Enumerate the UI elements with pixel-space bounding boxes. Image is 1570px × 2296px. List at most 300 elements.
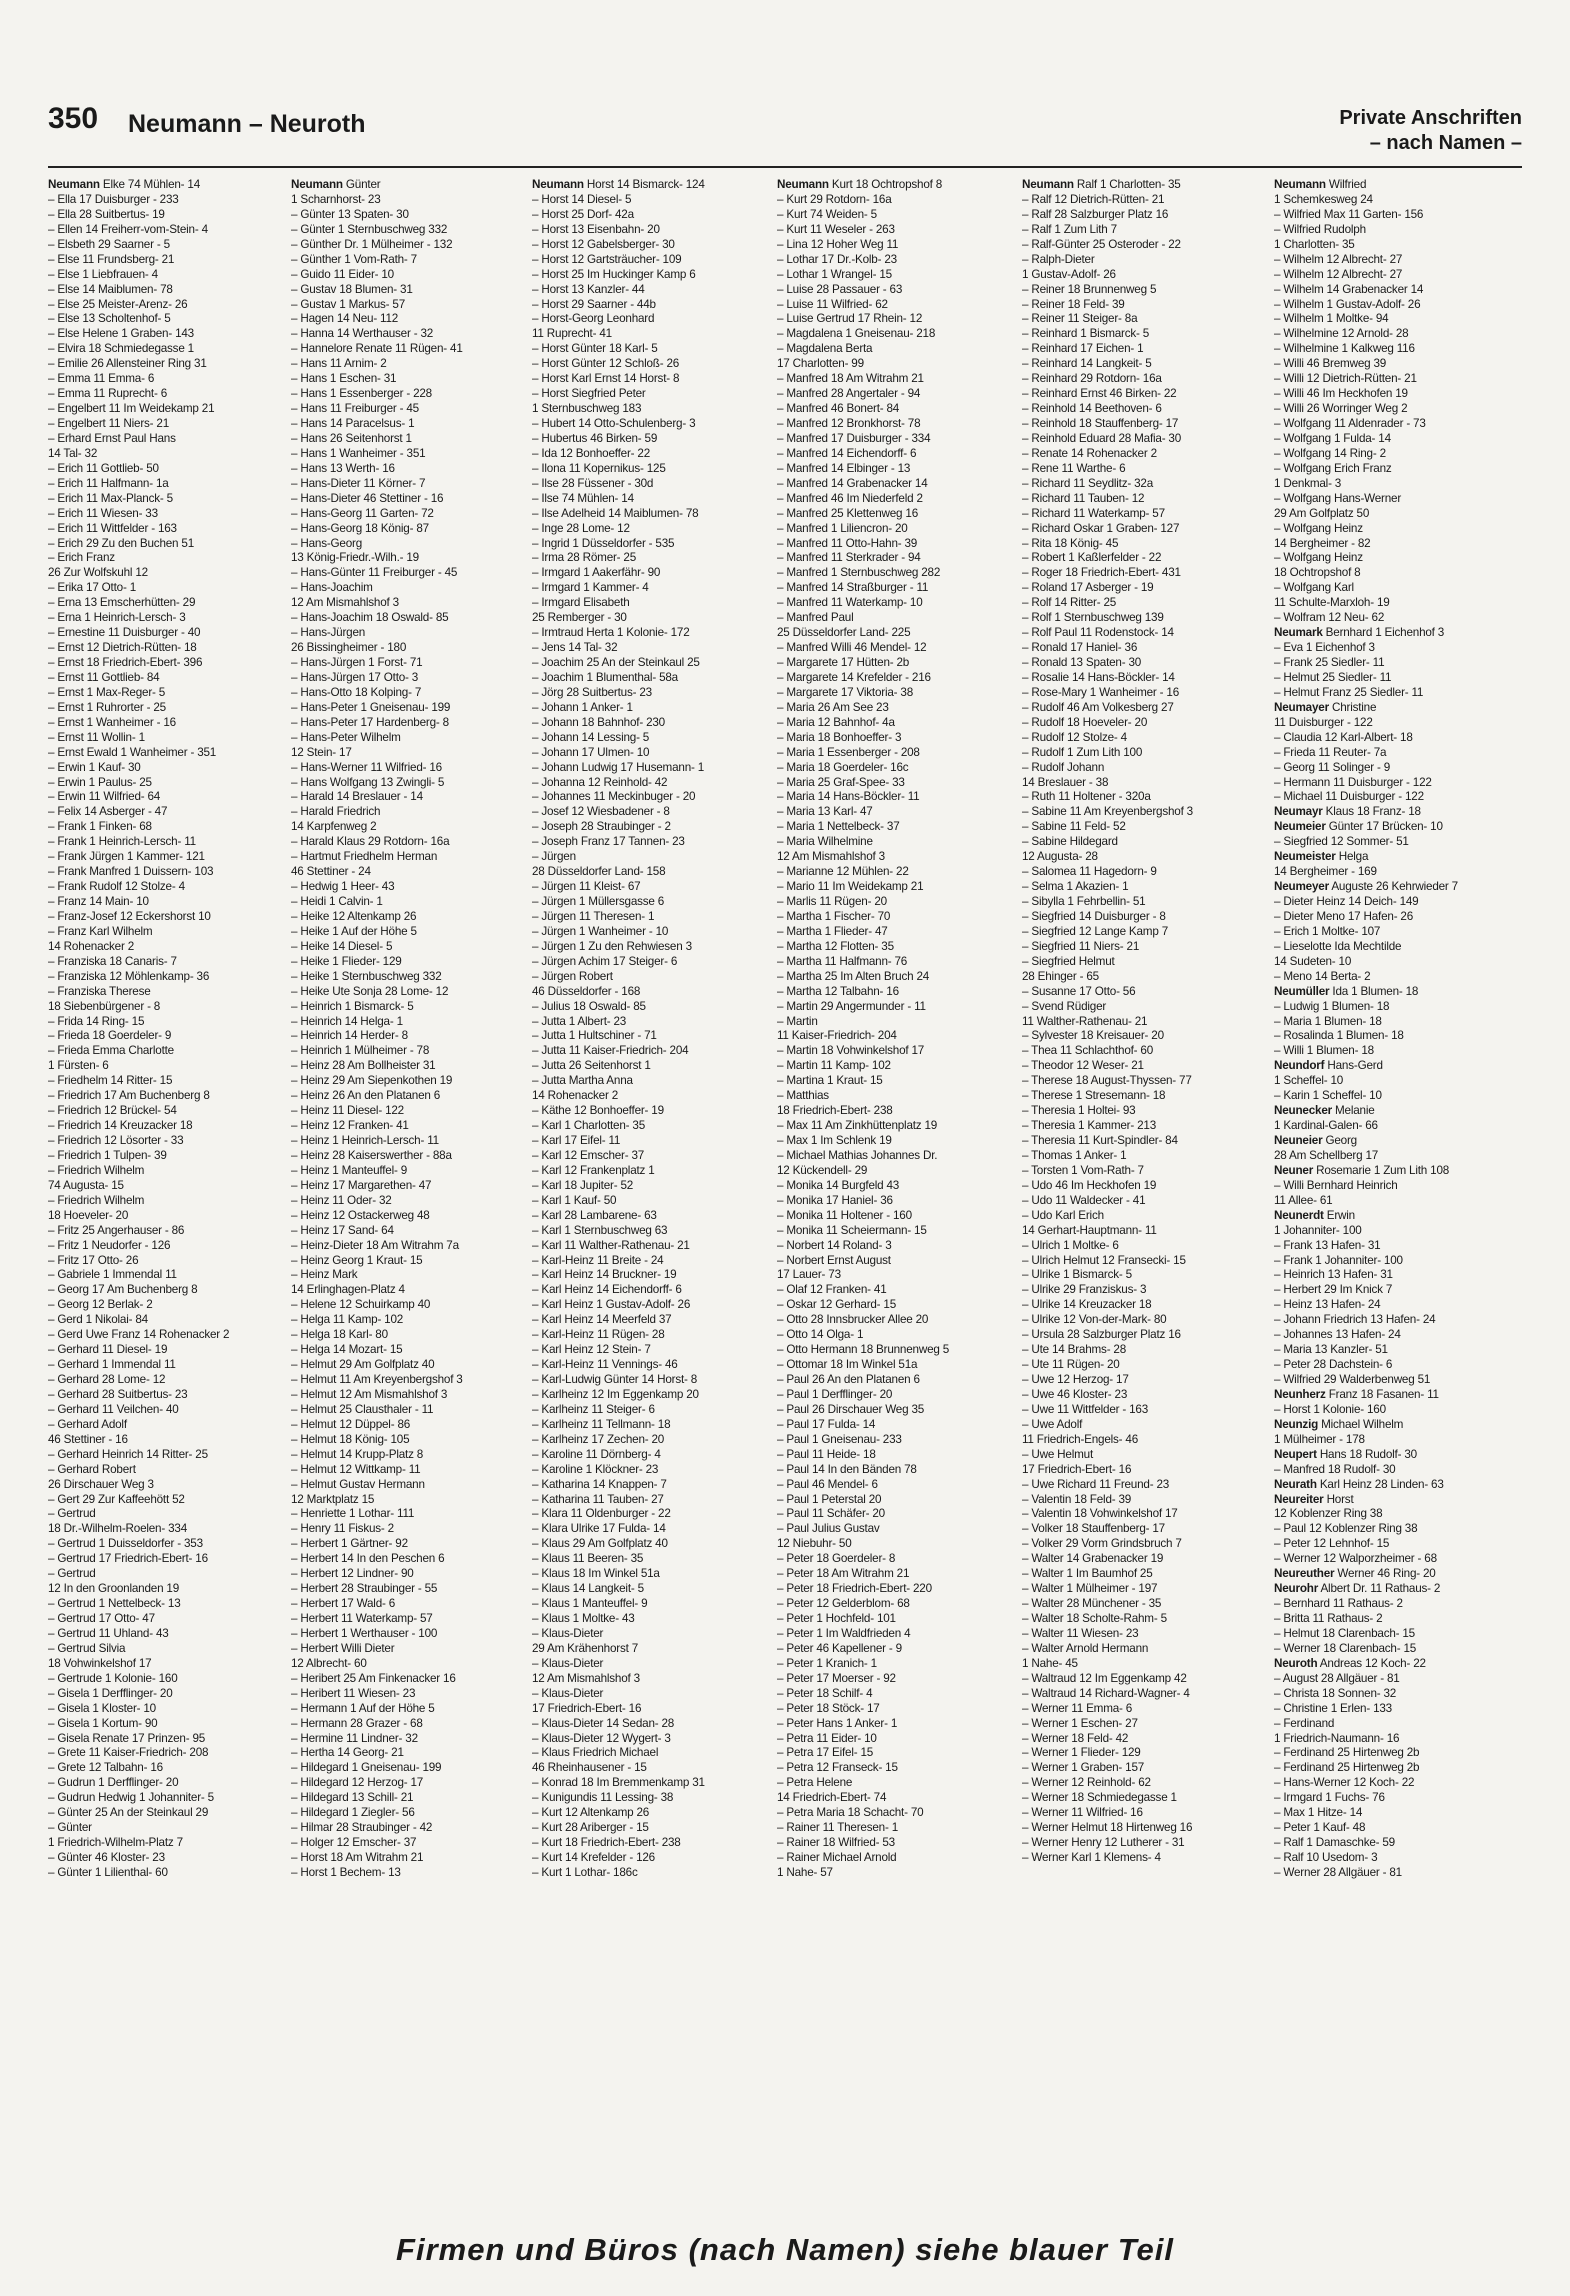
entry-text: – Martin 18 Vohwinkelshof 17 [777,1044,925,1058]
directory-entry [291,432,531,447]
entry-text: – Jürgen Robert [532,969,613,983]
entry-text: – Manfred 11 Otto-Hahn- 39 [777,536,918,550]
directory-entry [48,312,288,327]
directory-entry [291,1283,531,1298]
directory-entry [48,357,288,372]
entry-text: – Frank 1 Finken- 68 [48,820,152,834]
entry-text: – Valentin 18 Feld- 39 [1022,1492,1132,1506]
directory-entry [1274,1313,1514,1328]
directory-entry [1274,1478,1514,1493]
entry-text: 12 Kückendell- 29 [777,1163,868,1177]
directory-entry [532,178,772,193]
directory-entry [1274,776,1514,791]
directory-entry [1274,432,1514,447]
directory-entry [1274,1298,1514,1313]
directory-entry [777,462,1017,477]
entry-text: – Heinz 12 Franken- 41 [291,1119,409,1133]
entry-text: – Karoline 1 Klöckner- 23 [532,1462,659,1476]
entry-text: – Irmgard 1 Aakerfähr- 90 [532,566,661,580]
directory-entry [777,746,1017,761]
entry-text: – Heinz 28 Kaiserswerther - 88a [291,1148,452,1162]
directory-entry [777,686,1017,701]
entry-text: – Ralf 12 Dietrich-Rütten- 21 [1022,192,1165,206]
directory-entry [291,327,531,342]
entry-text: – Erika 17 Otto- 1 [48,581,136,595]
entry-text: – Felix 14 Asberger - 47 [48,805,168,819]
directory-entry [532,1209,772,1224]
entry-text: – Martha 1 Fischer- 70 [777,909,891,923]
directory-entry [48,596,288,611]
entry-text: – Gertrud 1 Duisseldorfer - 353 [48,1537,203,1551]
directory-entry [532,492,772,507]
directory-entry [777,1044,1017,1059]
directory-entry [48,402,288,417]
directory-entry [1274,1851,1514,1866]
entry-text: – Ursula 28 Salzburger Platz 16 [1022,1328,1181,1342]
directory-entry [48,776,288,791]
directory-entry [1022,193,1262,208]
entry-text: – Gertrude 1 Kolonie- 160 [48,1671,178,1685]
entry-text: – Uwe Richard 11 Freund- 23 [1022,1477,1170,1491]
directory-entry [777,1463,1017,1478]
directory-entry [1274,1866,1514,1881]
entry-text: – Hans-Werner 12 Koch- 22 [1274,1776,1415,1790]
entry-text: Elke 74 Mühlen- 14 [99,178,201,191]
directory-entry [1022,1717,1262,1732]
entry-text: – Katharina 14 Knappen- 7 [532,1477,667,1491]
directory-entry [1022,1507,1262,1522]
directory-entry [532,880,772,895]
directory-entry [291,1612,531,1627]
entry-text: – Käthe 12 Bonhoeffer- 19 [532,1104,664,1118]
directory-entry [291,372,531,387]
directory-entry [777,537,1017,552]
entry-text: – Peter 1 Kranich- 1 [777,1656,877,1670]
directory-entry [1022,1000,1262,1015]
entry-text: – Herbert 11 Waterkamp- 57 [291,1612,433,1625]
directory-entry [291,1179,531,1194]
entry-text: – Heinz 26 An den Platanen 6 [291,1089,441,1103]
directory-entry [291,1119,531,1134]
footer-note: Firmen und Büros (nach Namen) siehe blauer Teil [396,2232,1174,2267]
entry-text: – Else 13 Scholtenhof- 5 [48,312,171,326]
surname: Neunzig [1274,1417,1319,1431]
entry-text: – Hans-Dieter 46 Stettiner - 16 [291,491,444,505]
directory-entry [532,925,772,940]
directory-entry [777,1821,1017,1836]
directory-entry [532,1642,772,1657]
directory-entry [777,1074,1017,1089]
entry-text: – Reinhold 14 Beethoven- 6 [1022,402,1162,416]
entry-text: – Horst Karl Ernst 14 Horst- 8 [532,372,680,386]
entry-text: – Werner 1 Flieder- 129 [1022,1746,1141,1760]
entry-text: – Magdalena Berta [777,342,873,356]
section-label [1339,106,1522,156]
entry-text: – Monika 11 Scheiermann- 15 [777,1223,927,1237]
entry-text: – Jürgen 1 Müllersgasse 6 [532,895,665,908]
directory-entry [777,522,1017,537]
directory-entry [1274,1776,1514,1791]
directory-entry [48,940,288,955]
entry-text: – Hans-Peter 1 Gneisenau- 199 [291,700,451,714]
directory-entry [532,581,772,596]
entry-text: – Ute 14 Brahms- 28 [1022,1343,1127,1357]
directory-entry [291,1388,531,1403]
entry-text: – Johann Friedrich 13 Hafen- 24 [1274,1313,1436,1327]
entry-text: – Kurt 28 Ariberger - 15 [532,1821,649,1835]
directory-entry [48,492,288,507]
directory-entry [1274,1239,1514,1254]
entry-text: – Ilse Adelheid 14 Maiblumen- 78 [532,506,699,520]
directory-entry [777,970,1017,985]
entry-text: – Wolfgang Karl [1274,581,1354,595]
directory-entry [532,1179,772,1194]
directory-entry [532,1657,772,1672]
directory-entry [777,1567,1017,1582]
page-number: 350 [48,102,99,135]
entry-text: – Maria 1 Blumen- 18 [1274,1014,1382,1028]
entry-text: – Jürgen 11 Kleist- 67 [532,880,641,894]
entry-text: – Matthias [777,1089,829,1103]
entry-text: – Ella 17 Duisburger - 233 [48,192,179,206]
directory-entry [291,925,531,940]
entry-text: 1 Nahe- 45 [1022,1656,1078,1670]
directory-entry [532,1597,772,1612]
directory-entry [532,910,772,925]
entry-text: Horst [1323,1492,1354,1506]
entry-text: – Helmut 12 Am Mismahlshof 3 [291,1387,448,1401]
directory-entry [291,1776,531,1791]
directory-entry [532,1268,772,1283]
entry-text: – Therese 18 August-Thyssen- 77 [1022,1074,1192,1088]
entry-text: – Günther Dr. 1 Mülheimer - 132 [291,237,453,251]
entry-text: – Helmut 25 Siedler- 11 [1274,670,1392,684]
entry-text: – Klaus 11 Beeren- 35 [532,1552,644,1566]
directory-entry [777,1313,1017,1328]
directory-entry [1022,238,1262,253]
entry-text: – Ferdinand [1274,1716,1335,1730]
entry-text: – Helmut 25 Clausthaler - 11 [291,1402,434,1416]
directory-entry [1274,671,1514,686]
directory-entry [291,1821,531,1836]
directory-entry [1274,1388,1514,1403]
entry-text: Hans-Gerd [1324,1059,1383,1073]
entry-text: – Thomas 1 Anker- 1 [1022,1148,1127,1162]
entry-text: – Norbert 14 Roland- 3 [777,1238,892,1252]
directory-entry [777,1239,1017,1254]
directory-entry [1274,1268,1514,1283]
directory-entry [291,1074,531,1089]
directory-entry [291,492,531,507]
entry-text: – Emma 11 Ruprecht- 6 [48,387,168,401]
directory-entry [1274,1418,1514,1433]
entry-text: – Wilhelm 1 Gustav-Adolf- 26 [1274,297,1421,311]
directory-entry [532,1702,772,1717]
entry-text: – Gerhard Adolf [48,1417,127,1431]
entry-text: – Rose-Mary 1 Wanheimer - 16 [1022,685,1179,699]
directory-entry [1274,1717,1514,1732]
entry-text: – Johannes 13 Hafen- 24 [1274,1328,1401,1342]
directory-entry [532,417,772,432]
entry-text: – Helga 14 Mozart- 15 [291,1343,403,1357]
entry-text: – Lieselotte Ida Mechtilde [1274,939,1402,953]
entry-text: – Franz Karl Wilhelm [48,924,153,938]
entry-text: – Peter 18 Friedrich-Ebert- 220 [777,1582,932,1596]
entry-text: – Rita 18 König- 45 [1022,536,1119,550]
directory-entry [48,342,288,357]
directory-entry [777,1015,1017,1030]
entry-text: Auguste 26 Kehrwieder 7 [1328,880,1458,894]
directory-entry [1022,1612,1262,1627]
directory-entry [291,537,531,552]
entry-text: Bernhard 1 Eichenhof 3 [1322,626,1445,640]
directory-entry [48,910,288,925]
directory-entry [48,641,288,656]
entry-text: – Petra 17 Eifel- 15 [777,1746,874,1760]
entry-text: – Peter 1 Im Waldfrieden 4 [777,1626,911,1640]
entry-text: – Horst 25 Im Huckinger Kamp 6 [532,267,696,281]
directory-entry [48,1298,288,1313]
entry-text: – Paul 26 An den Platanen 6 [777,1373,920,1386]
directory-entry [48,1836,288,1851]
directory-entry [1022,671,1262,686]
directory-entry [1022,223,1262,238]
directory-entry [777,298,1017,313]
entry-text: – Heinrich 1 Bismarck- 5 [291,999,414,1013]
directory-entry [532,298,772,313]
entry-text: – Gerhard 1 Immendal 11 [48,1358,176,1372]
directory-entry [532,955,772,970]
directory-entry [48,1582,288,1597]
entry-text: – Günter 1 Sternbuschweg 332 [291,222,448,236]
entry-text: – Ralf 1 Zum Lith 7 [1022,222,1117,236]
entry-text: – Ernst 18 Friedrich-Ebert- 396 [48,656,203,669]
entry-text: – Gustav 18 Blumen- 31 [291,282,413,296]
directory-entry [532,1418,772,1433]
directory-entry [1022,1239,1262,1254]
entry-text: – Lothar 17 Dr.-Kolb- 23 [777,252,897,266]
directory-entry [1274,940,1514,955]
directory-entry [291,178,531,193]
directory-entry [1274,1343,1514,1358]
directory-entry [291,1851,531,1866]
entry-text: – Rainer 18 Wilfried- 53 [777,1836,895,1850]
directory-entry [532,223,772,238]
entry-text: – Willi 26 Worringer Weg 2 [1274,402,1408,416]
entry-text: – Heinz 17 Margarethen- 47 [291,1178,432,1192]
entry-text: – Ellen 14 Freiherr-vom-Stein- 4 [48,222,208,236]
entry-text: – Willi 46 Bremweg 39 [1274,357,1387,371]
directory-entry [777,955,1017,970]
entry-text: – Wolfgang Heinz [1274,551,1363,565]
entry-text: – Erhard Ernst Paul Hans [48,431,176,445]
entry-text: – Horst 1 Kolonie- 160 [1274,1402,1386,1416]
entry-text: – Guido 11 Eider- 10 [291,267,394,281]
directory-entry [1022,790,1262,805]
entry-text: – Erich 11 Gottlieb- 50 [48,461,159,475]
directory-entry [532,1059,772,1074]
directory-entry [777,805,1017,820]
entry-text: 12 In den Groonlanden 19 [48,1582,180,1596]
entry-text: – Helmut 18 Clarenbach- 15 [1274,1626,1415,1640]
directory-entry [291,955,531,970]
entry-text: – Claudia 12 Karl-Albert- 18 [1274,730,1413,744]
entry-text: – Margarete 17 Hütten- 2b [777,656,910,669]
directory-entry [1022,880,1262,895]
directory-entry [777,1493,1017,1508]
entry-text: – Karl 18 Jupiter- 52 [532,1178,634,1192]
directory-entry [48,298,288,313]
entry-text: 13 König-Friedr.-Wilh.- 19 [291,551,419,565]
directory-entry [1022,746,1262,761]
directory-entry [1022,298,1262,313]
entry-text: 1 Nahe- 57 [777,1865,833,1879]
entry-text: – Gerhard 11 Veilchen- 40 [48,1402,179,1416]
entry-text: – Frank Manfred 1 Duissern- 103 [48,865,214,879]
directory-entry [777,312,1017,327]
surname: Neunerdt [1274,1208,1324,1222]
directory-entry [532,1000,772,1015]
directory-entry [48,746,288,761]
directory-entry [1274,1582,1514,1597]
entry-text: 11 Duisburger - 122 [1274,715,1373,729]
directory-entry [48,566,288,581]
entry-text: 25 Remberger - 30 [532,611,627,625]
directory-entry [291,880,531,895]
directory-entry [291,850,531,865]
entry-text: 11 Ruprecht- 41 [532,327,612,341]
entry-text: – Martin 11 Kamp- 102 [777,1059,891,1073]
column-4 [777,178,1017,2188]
surname: Neumüller [1274,984,1330,998]
directory-entry [48,462,288,477]
directory-entry [1274,327,1514,342]
directory-entry [532,731,772,746]
directory-entry [291,1717,531,1732]
entry-text: – Ronald 13 Spaten- 30 [1022,656,1142,669]
directory-entry [291,1313,531,1328]
directory-entry [1022,1702,1262,1717]
directory-entry [532,716,772,731]
entry-text: – Renate 14 Rohenacker 2 [1022,446,1157,460]
directory-entry [1274,1358,1514,1373]
entry-text: – Monika 11 Holtener - 160 [777,1208,912,1222]
surname: Neumayr [1274,805,1323,819]
entry-text: – Günter [48,1821,92,1835]
directory-entry [777,1522,1017,1537]
directory-entry [777,1672,1017,1687]
entry-text: – Horst 12 Gabelsberger- 30 [532,237,675,251]
entry-text: 25 Düsseldorfer Land- 225 [777,626,911,640]
entry-text: – Hans-Joachim [291,581,373,595]
directory-entry [291,1164,531,1179]
entry-text: – Irma 28 Römer- 25 [532,551,637,565]
entry-text: 14 Tal- 32 [48,446,98,460]
directory-entry [532,1313,772,1328]
entry-text: 11 Allee- 61 [1274,1193,1333,1207]
entry-text: Ida 1 Blumen- 18 [1329,984,1419,998]
entry-text: 12 Am Mismahlshof 3 [777,850,885,864]
directory-entry [48,1732,288,1747]
entry-text: Georg [1322,1134,1357,1147]
directory-entry [777,1209,1017,1224]
entry-text: 14 Bergheimer - 82 [1274,536,1371,550]
directory-entry [532,1552,772,1567]
entry-text: – Klaus 18 Im Winkel 51a [532,1567,660,1581]
directory-entry [532,537,772,552]
directory-entry [1022,1552,1262,1567]
entry-text: – Grete 12 Talbahn- 16 [48,1761,163,1775]
directory-entry [48,731,288,746]
directory-entry [532,1791,772,1806]
entry-text: – Salomea 11 Hagedorn- 9 [1022,865,1157,879]
entry-text: – Karlheinz 11 Steiger- 6 [532,1402,655,1416]
entry-text: – Hans-Peter Wilhelm [291,730,401,744]
entry-text: – Hans 1 Essenberger - 228 [291,387,432,401]
directory-entry [1274,417,1514,432]
entry-text: – Helmut Franz 25 Siedler- 11 [1274,685,1424,699]
entry-text: – Erich Franz [48,551,115,565]
entry-text: Melanie [1331,1104,1375,1118]
entry-text: – Manfred 14 Straßburger - 11 [777,581,929,595]
directory-entry [48,761,288,776]
directory-entry [48,671,288,686]
entry-text: – Reinhard 17 Eichen- 1 [1022,342,1144,356]
entry-text: Andreas 12 Koch- 22 [1317,1656,1426,1670]
directory-entry [1274,1702,1514,1717]
entry-text: – Volker 29 Vorm Grindsbruch 7 [1022,1537,1182,1551]
directory-entry [1274,910,1514,925]
directory-entry [1022,208,1262,223]
directory-entry [48,1268,288,1283]
directory-entry [1022,761,1262,776]
directory-entry [291,551,531,566]
entry-text: – Friedrich 1 Tulpen- 39 [48,1148,167,1162]
directory-entry [532,1343,772,1358]
entry-text: – Georg 11 Solinger - 9 [1274,760,1391,774]
directory-entry [291,1806,531,1821]
directory-entry [532,1806,772,1821]
directory-entry [532,1134,772,1149]
directory-entry [48,820,288,835]
entry-text: Rosemarie 1 Zum Lith 108 [1313,1163,1450,1177]
entry-text: – Grete 11 Kaiser-Friedrich- 208 [48,1746,209,1760]
directory-entry [48,1463,288,1478]
directory-entry [48,1164,288,1179]
entry-text: – Hans Wolfgang 13 Zwingli- 5 [291,775,445,789]
entry-text: – Hermann 28 Grazer - 68 [291,1716,423,1730]
entry-text: – Wilfried Max 11 Garten- 156 [1274,207,1424,221]
directory-entry [532,342,772,357]
directory-entry [48,537,288,552]
entry-text: – Reinhold 18 Stauffenberg- 17 [1022,417,1179,430]
directory-entry [532,327,772,342]
directory-entry [291,1597,531,1612]
directory-entry [48,447,288,462]
directory-entry [1022,686,1262,701]
directory-entry [291,761,531,776]
directory-entry [291,1537,531,1552]
entry-text: – Frieda 11 Reuter- 7a [1274,745,1387,759]
directory-entry [1274,447,1514,462]
entry-text: – Max 11 Am Zinkhüttenplatz 19 [777,1119,938,1133]
entry-text: – Ralf 10 Usedom- 3 [1274,1851,1378,1864]
entry-text: – Theodor 12 Weser- 21 [1022,1059,1144,1073]
entry-text: – Paul 12 Koblenzer Ring 38 [1274,1522,1418,1536]
directory-entry [532,626,772,641]
directory-entry [291,1015,531,1030]
directory-entry [1022,1313,1262,1328]
